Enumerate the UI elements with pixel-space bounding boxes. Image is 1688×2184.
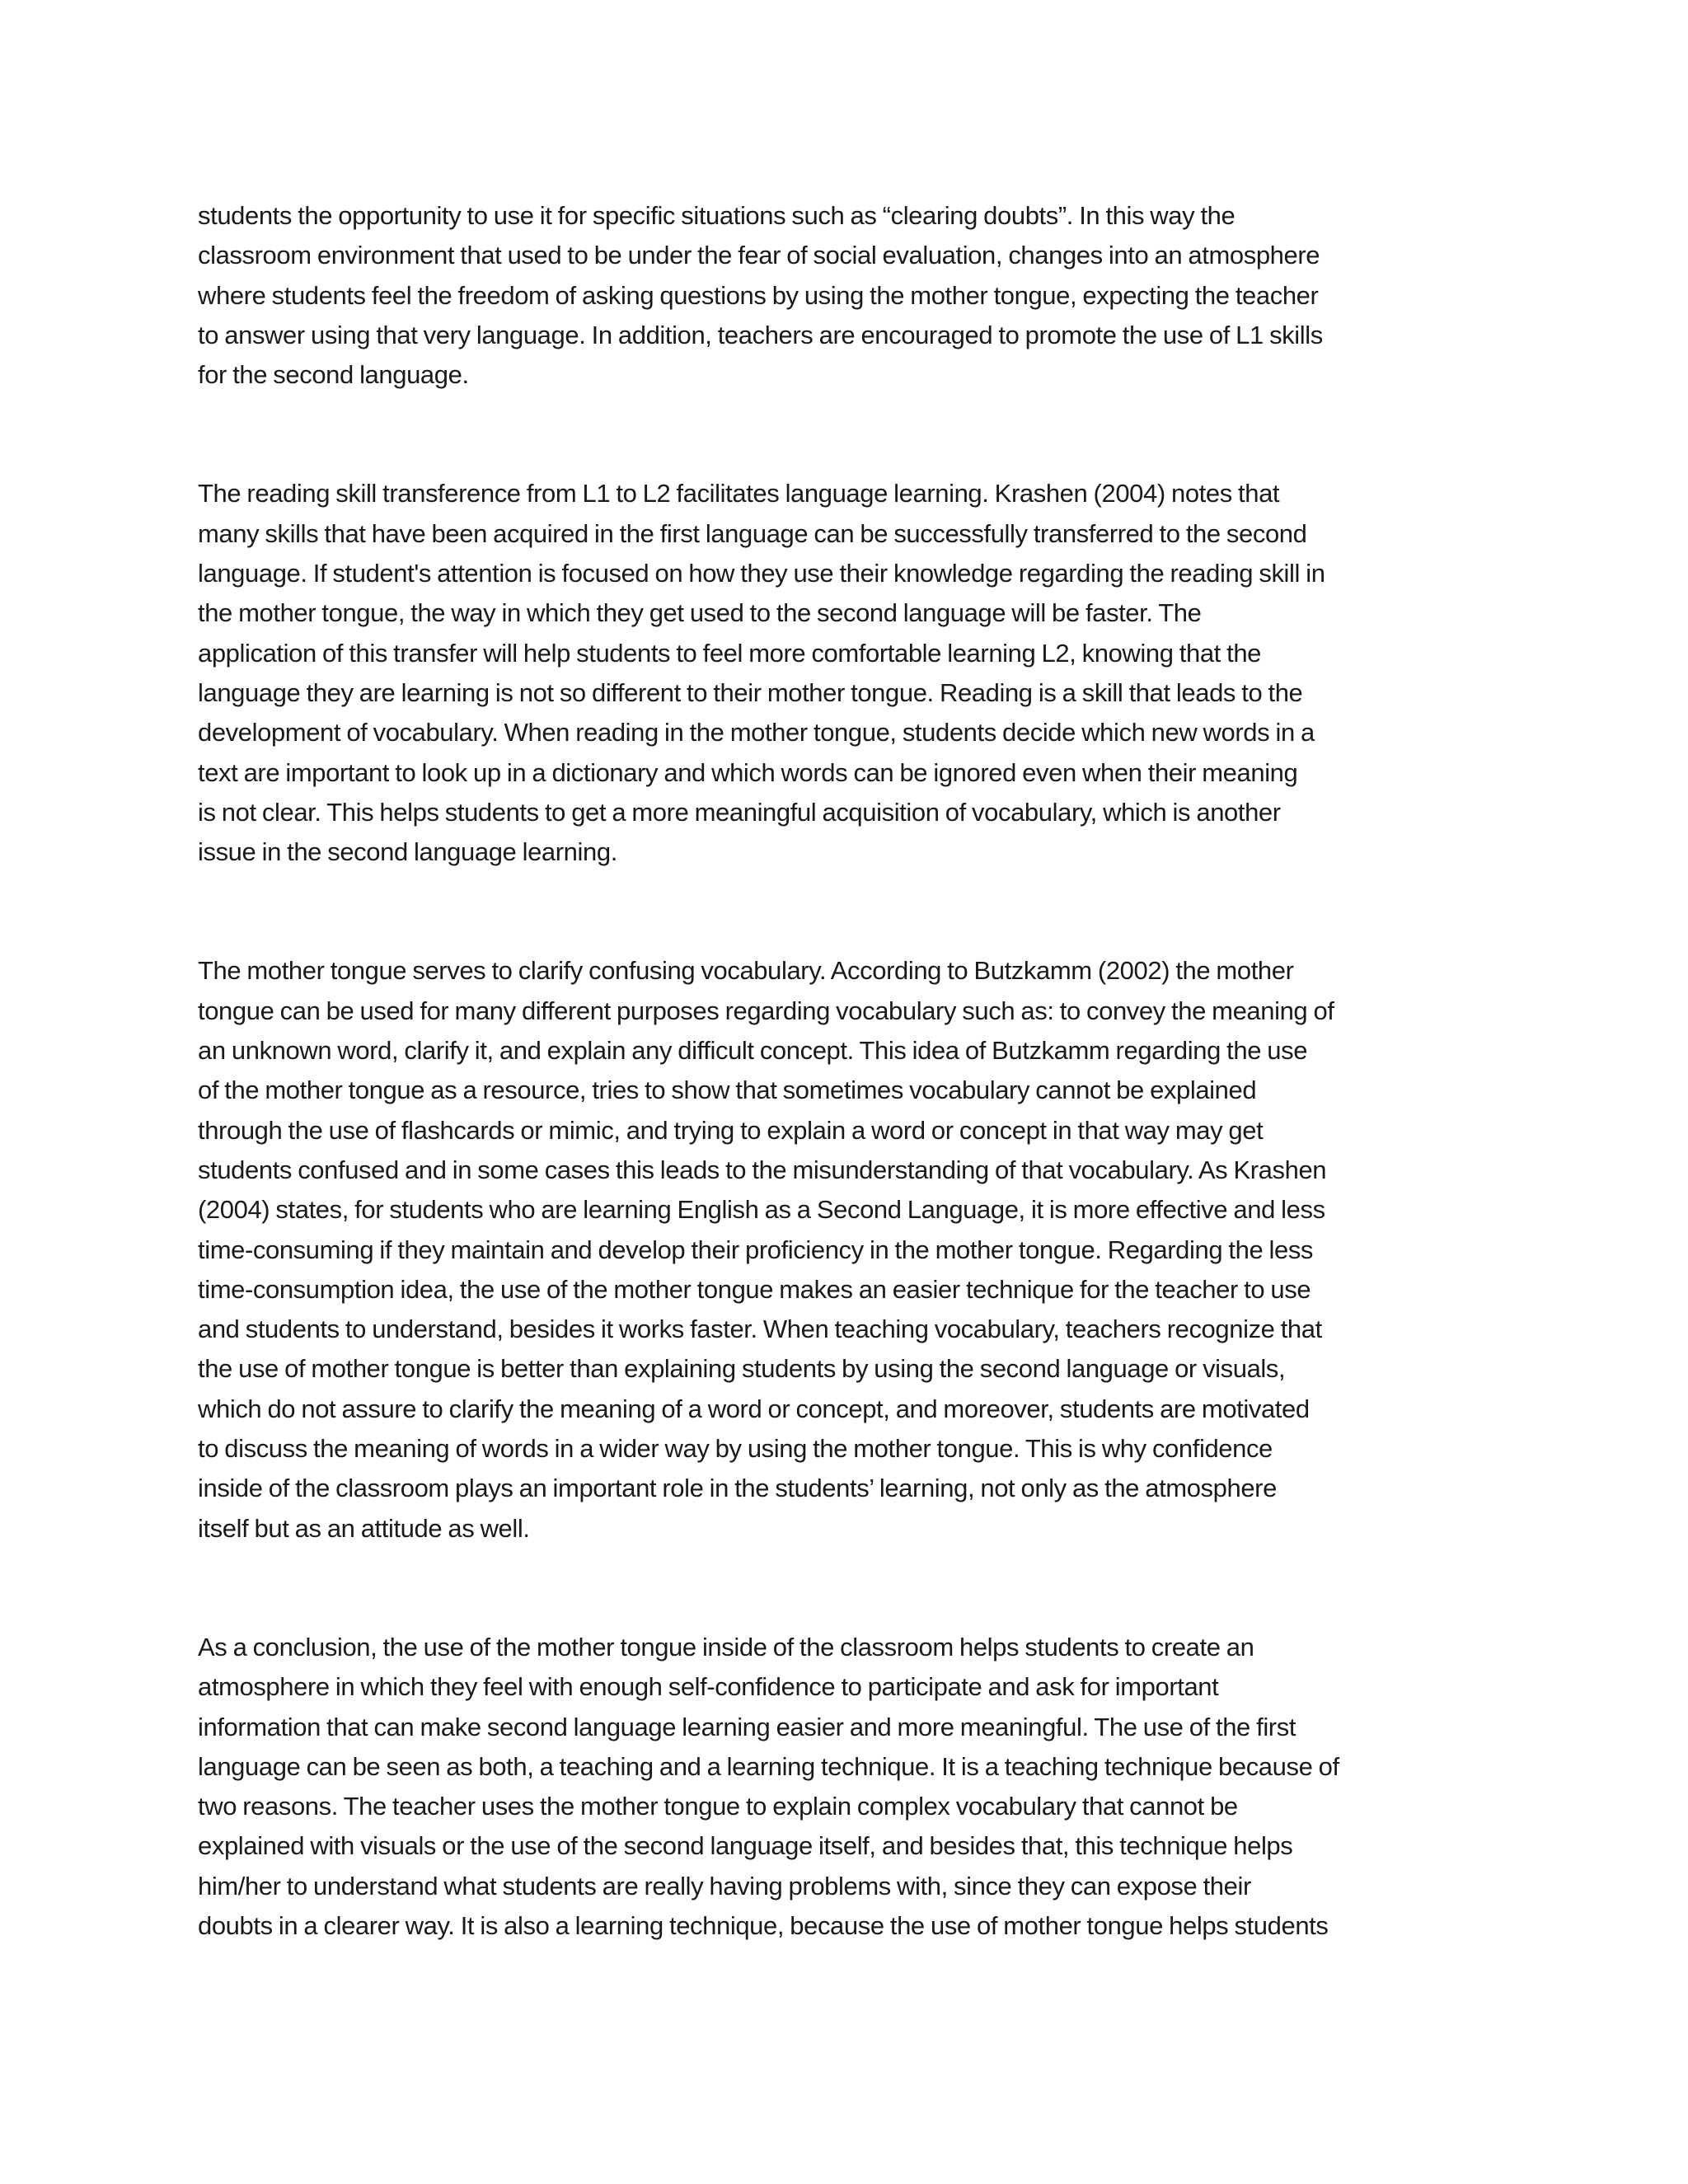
text-line: language can be seen as both, a teaching and a learning technique. It is a teaching technique because of: [198, 1751, 1339, 1781]
text-line: language. If student's attention is focused on how they use their knowledge regarding the reading skill in: [198, 559, 1325, 588]
text-line: application of this transfer will help students to feel more comfortable learning L2, knowing that the: [198, 638, 1262, 668]
text-line: time-consuming if they maintain and develop their proficiency in the mother tongue. Regarding the less: [198, 1235, 1314, 1264]
paragraph-4: [198, 1628, 1492, 1946]
text-line: where students feel the freedom of asking questions by using the mother tongue, expecting the teacher: [198, 280, 1319, 310]
text-line: for the second language.: [198, 360, 469, 390]
document-body: [198, 196, 1492, 1946]
text-line: many skills that have been acquired in the first language can be successfully transferred to the second: [198, 518, 1307, 548]
text-line: explained with visuals or the use of the second language itself, and besides that, this technique helps: [198, 1831, 1293, 1861]
text-line: doubts in a clearer way. It is also a learning technique, because the use of mother tongue helps students: [198, 1910, 1329, 1940]
text-line: language they are learning is not so different to their mother tongue. Reading is a skill that leads to the: [198, 677, 1303, 707]
text-line: and students to understand, besides it works faster. When teaching vocabulary, teachers recognize that: [198, 1315, 1322, 1344]
text-line: (2004) states, for students who are learning English as a Second Language, it is more effective and less: [198, 1195, 1325, 1225]
text-line: him/her to understand what students are really having problems with, since they can expose their: [198, 1871, 1251, 1900]
text-line: atmosphere in which they feel with enough self-confidence to participate and ask for important: [198, 1672, 1219, 1702]
text-line: itself but as an attitude as well.: [198, 1513, 530, 1543]
text-line: The reading skill transference from L1 to L2 facilitates language learning. Krashen (2004) notes that: [198, 479, 1280, 509]
text-line: the use of mother tongue is better than explaining students by using the second language or visuals,: [198, 1354, 1286, 1384]
text-line: issue in the second language learning.: [198, 837, 617, 867]
text-line: two reasons. The teacher uses the mother tongue to explain complex vocabulary that cannot be: [198, 1792, 1238, 1821]
text-line: students confused and in some cases this leads to the misunderstanding of that vocabulary. As Krashen: [198, 1155, 1327, 1184]
text-line: to answer using that very language. In addition, teachers are encouraged to promote the use of L1 skills: [198, 320, 1323, 349]
text-line: information that can make second language learning easier and more meaningful. The use of the first: [198, 1712, 1296, 1741]
text-line: development of vocabulary. When reading in the mother tongue, students decide which new words in a: [198, 718, 1315, 748]
text-line: which do not assure to clarify the meaning of a word or concept, and moreover, students are motivated: [198, 1394, 1310, 1423]
text-line: classroom environment that used to be under the fear of social evaluation, changes into an atmosphere: [198, 241, 1320, 270]
text-line: As a conclusion, the use of the mother tongue inside of the classroom helps students to create an: [198, 1632, 1254, 1661]
text-line: to discuss the meaning of words in a wider way by using the mother tongue. This is why confidence: [198, 1434, 1273, 1464]
text-line: inside of the classroom plays an important role in the students’ learning, not only as the atmosphere: [198, 1474, 1277, 1503]
text-line: the mother tongue, the way in which they get used to the second language will be faster. The: [198, 598, 1202, 628]
text-line: The mother tongue serves to clarify confusing vocabulary. According to Butzkamm (2002) the mother: [198, 956, 1294, 986]
text-line: is not clear. This helps students to get a more meaningful acquisition of vocabulary, which is another: [198, 797, 1281, 827]
paragraph-2: [198, 474, 1492, 872]
text-line: text are important to look up in a dictionary and which words can be ignored even when their meaning: [198, 757, 1298, 787]
text-line: tongue can be used for many different purposes regarding vocabulary such as: to convey the meaning of: [198, 996, 1334, 1025]
text-line: an unknown word, clarify it, and explain any difficult concept. This idea of Butzkamm regarding the use: [198, 1036, 1308, 1066]
text-line: of the mother tongue as a resource, tries to show that sometimes vocabulary cannot be explained: [198, 1076, 1257, 1105]
text-line: students the opportunity to use it for specific situations such as “clearing doubts”. In this way the: [198, 201, 1236, 230]
text-line: time-consumption idea, the use of the mother tongue makes an easier technique for the teacher to use: [198, 1274, 1311, 1304]
text-line: through the use of flashcards or mimic, and trying to explain a word or concept in that way may get: [198, 1115, 1264, 1145]
paragraph-1: [198, 196, 1492, 395]
paragraph-3: [198, 951, 1492, 1548]
